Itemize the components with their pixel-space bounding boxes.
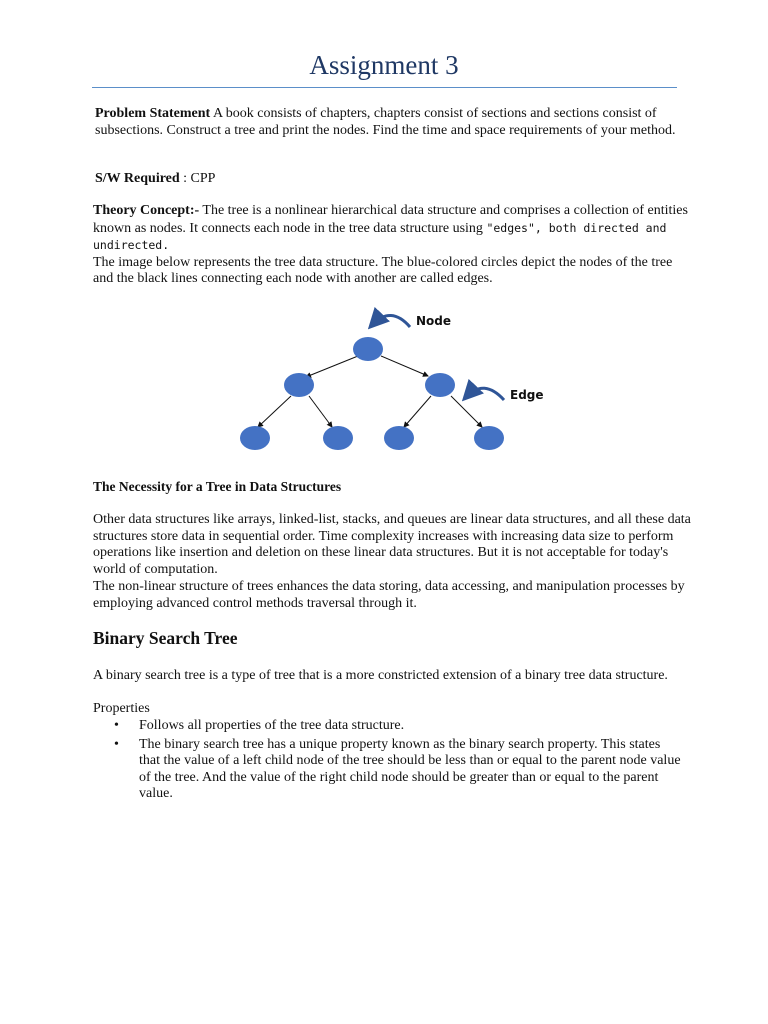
software-required-text: : CPP (179, 171, 216, 186)
tree-edge (381, 356, 428, 376)
tree-node-level1-right (425, 373, 455, 397)
necessity-paragraph-1: Other data structures like arrays, linked-list, stacks, and queues are linear data structures, and all these data structures store data in sequential order. Time complexity increases with increasing data size to perform operations like insertion and deletion on these linear data structures. But it is not acceptable for today's world of computation. (93, 512, 691, 577)
theory-concept-label: Theory Concept:- (93, 203, 200, 218)
bst-properties-list (114, 718, 684, 805)
tree-node-level1-left (284, 373, 314, 397)
edge-callout-label: Edge (510, 388, 544, 402)
tree-node-leaf-3 (384, 426, 414, 450)
bullet-icon: • (114, 718, 119, 733)
tree-edge (309, 396, 332, 427)
theory-concept-code-text: "edges", both directed and undirected. (93, 220, 667, 252)
necessity-paragraph-2: The non-linear structure of trees enhances the data storing, data accessing, and manipulation processes by employing advanced control methods traversal through it. (93, 579, 685, 611)
list-item-text: Follows all properties of the tree data structure. (139, 718, 405, 733)
node-callout-label: Node (416, 314, 452, 328)
theory-concept-text: The tree is a nonlinear hierarchical data structure and comprises a collection of entities known as nodes. It connects each node in the tree data structure using (93, 203, 688, 236)
list-item-text: The binary search tree has a unique property known as the binary search property. This states that the value of a left child node of the tree should be less than or equal to the parent node value of the tree. And the value of the right child node should be greater than or equal to the parent value. (139, 736, 681, 801)
tree-node-leaf-4 (474, 426, 504, 450)
software-required-label: S/W Required (95, 171, 180, 186)
problem-statement-label: Problem Statement (95, 106, 211, 121)
edge-callout-arrow (466, 388, 504, 400)
bst-heading: Binary Search Tree (93, 628, 238, 648)
list-item (114, 737, 684, 803)
page-title: Assignment 3 (309, 50, 459, 80)
tree-node-leaf-1 (240, 426, 270, 450)
tree-edge (306, 356, 358, 377)
tree-nodes (240, 337, 504, 450)
necessity-heading: The Necessity for a Tree in Data Structures (93, 479, 342, 494)
tree-edge (451, 396, 482, 427)
list-item (114, 718, 684, 735)
bst-properties-label: Properties (93, 701, 150, 716)
problem-statement-text: A book consists of chapters, chapters consist of sections and sections consist of subsections. Construct a tree and print the nodes. Find the time and space requirements of your method. (95, 106, 676, 138)
bullet-icon: • (114, 736, 119, 752)
bst-intro: A binary search tree is a type of tree that is a more constricted extension of a binary tree data structure. (93, 668, 668, 683)
tree-node-leaf-2 (323, 426, 353, 450)
theory-image-description: The image below represents the tree data structure. The blue-colored circles depict the nodes of the tree and the black lines connecting each node with another are called edges. (93, 254, 673, 286)
tree-edge (258, 396, 291, 427)
node-callout-arrow (372, 315, 410, 327)
necessity-heading-block (93, 479, 693, 497)
tree-node-root (353, 337, 383, 361)
tree-edge (404, 396, 431, 427)
tree-diagram (0, 0, 768, 470)
